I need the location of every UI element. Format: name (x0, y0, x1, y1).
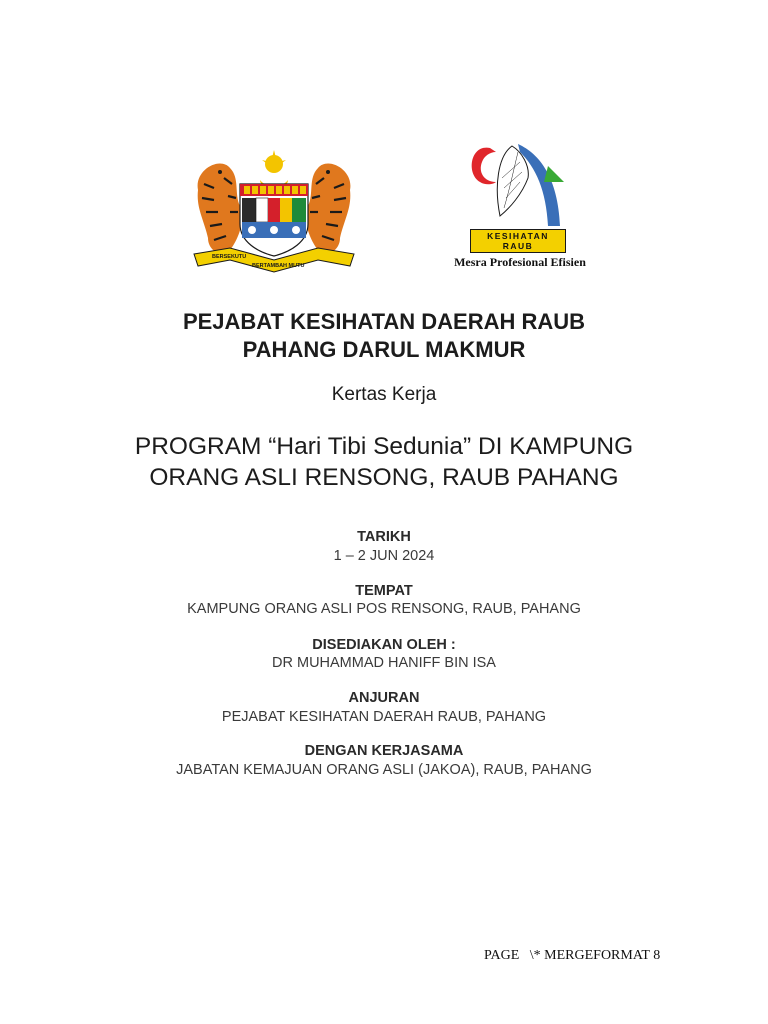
kesihatan-raub-logo-icon (440, 138, 598, 233)
svg-text:BERTAMBAH MUTU: BERTAMBAH MUTU (252, 263, 305, 269)
field-label-tempat: TEMPAT (355, 583, 413, 599)
field-value-dengan-kerjasama: JABATAN KEMAJUAN ORANG ASLI (JAKOA), RAUB, PAHANG (176, 762, 592, 778)
malaysia-coat-of-arms-icon (190, 150, 358, 278)
svg-text:BERSEKUTU: BERSEKUTU (212, 254, 247, 260)
page-number-field: PAGE \* MERGEFORMAT 8 (484, 948, 661, 963)
coat-of-arms-logo (190, 150, 358, 278)
field-label-anjuran: ANJURAN (348, 690, 420, 706)
field-value-tempat: KAMPUNG ORANG ASLI POS RENSONG, RAUB, PAHANG (187, 601, 581, 617)
field-label-disediakan-oleh: DISEDIAKAN OLEH : (312, 637, 456, 653)
field-value-anjuran: PEJABAT KESIHATAN DAERAH RAUB, PAHANG (221, 709, 547, 725)
field-label-dengan-kerjasama: DENGAN KERJASAMA (304, 743, 464, 759)
field-label-tarikh: TARIKH (357, 529, 411, 545)
kesihatan-motto: Mesra Profesional Efisien (454, 255, 586, 269)
field-value-tarikh: 1 – 2 JUN 2024 (333, 548, 435, 564)
kesihatan-raub-logo (440, 138, 598, 273)
field-value-disediakan-oleh: DR MUHAMMAD HANIFF BIN ISA (272, 655, 496, 671)
kesihatan-badge (470, 229, 566, 253)
document-type: Kertas Kerja (331, 384, 437, 405)
kesihatan-badge-line1: KESIHATAN (487, 231, 549, 241)
program-title-line1: PROGRAM “Hari Tibi Sedunia” DI KAMPUNG (134, 433, 634, 460)
kesihatan-badge-line2: RAUB (502, 241, 534, 251)
state-name-heading: PAHANG DARUL MAKMUR (242, 337, 526, 362)
office-name-heading: PEJABAT KESIHATAN DAERAH RAUB (182, 309, 586, 334)
program-title-line2: ORANG ASLI RENSONG, RAUB PAHANG (149, 464, 619, 491)
